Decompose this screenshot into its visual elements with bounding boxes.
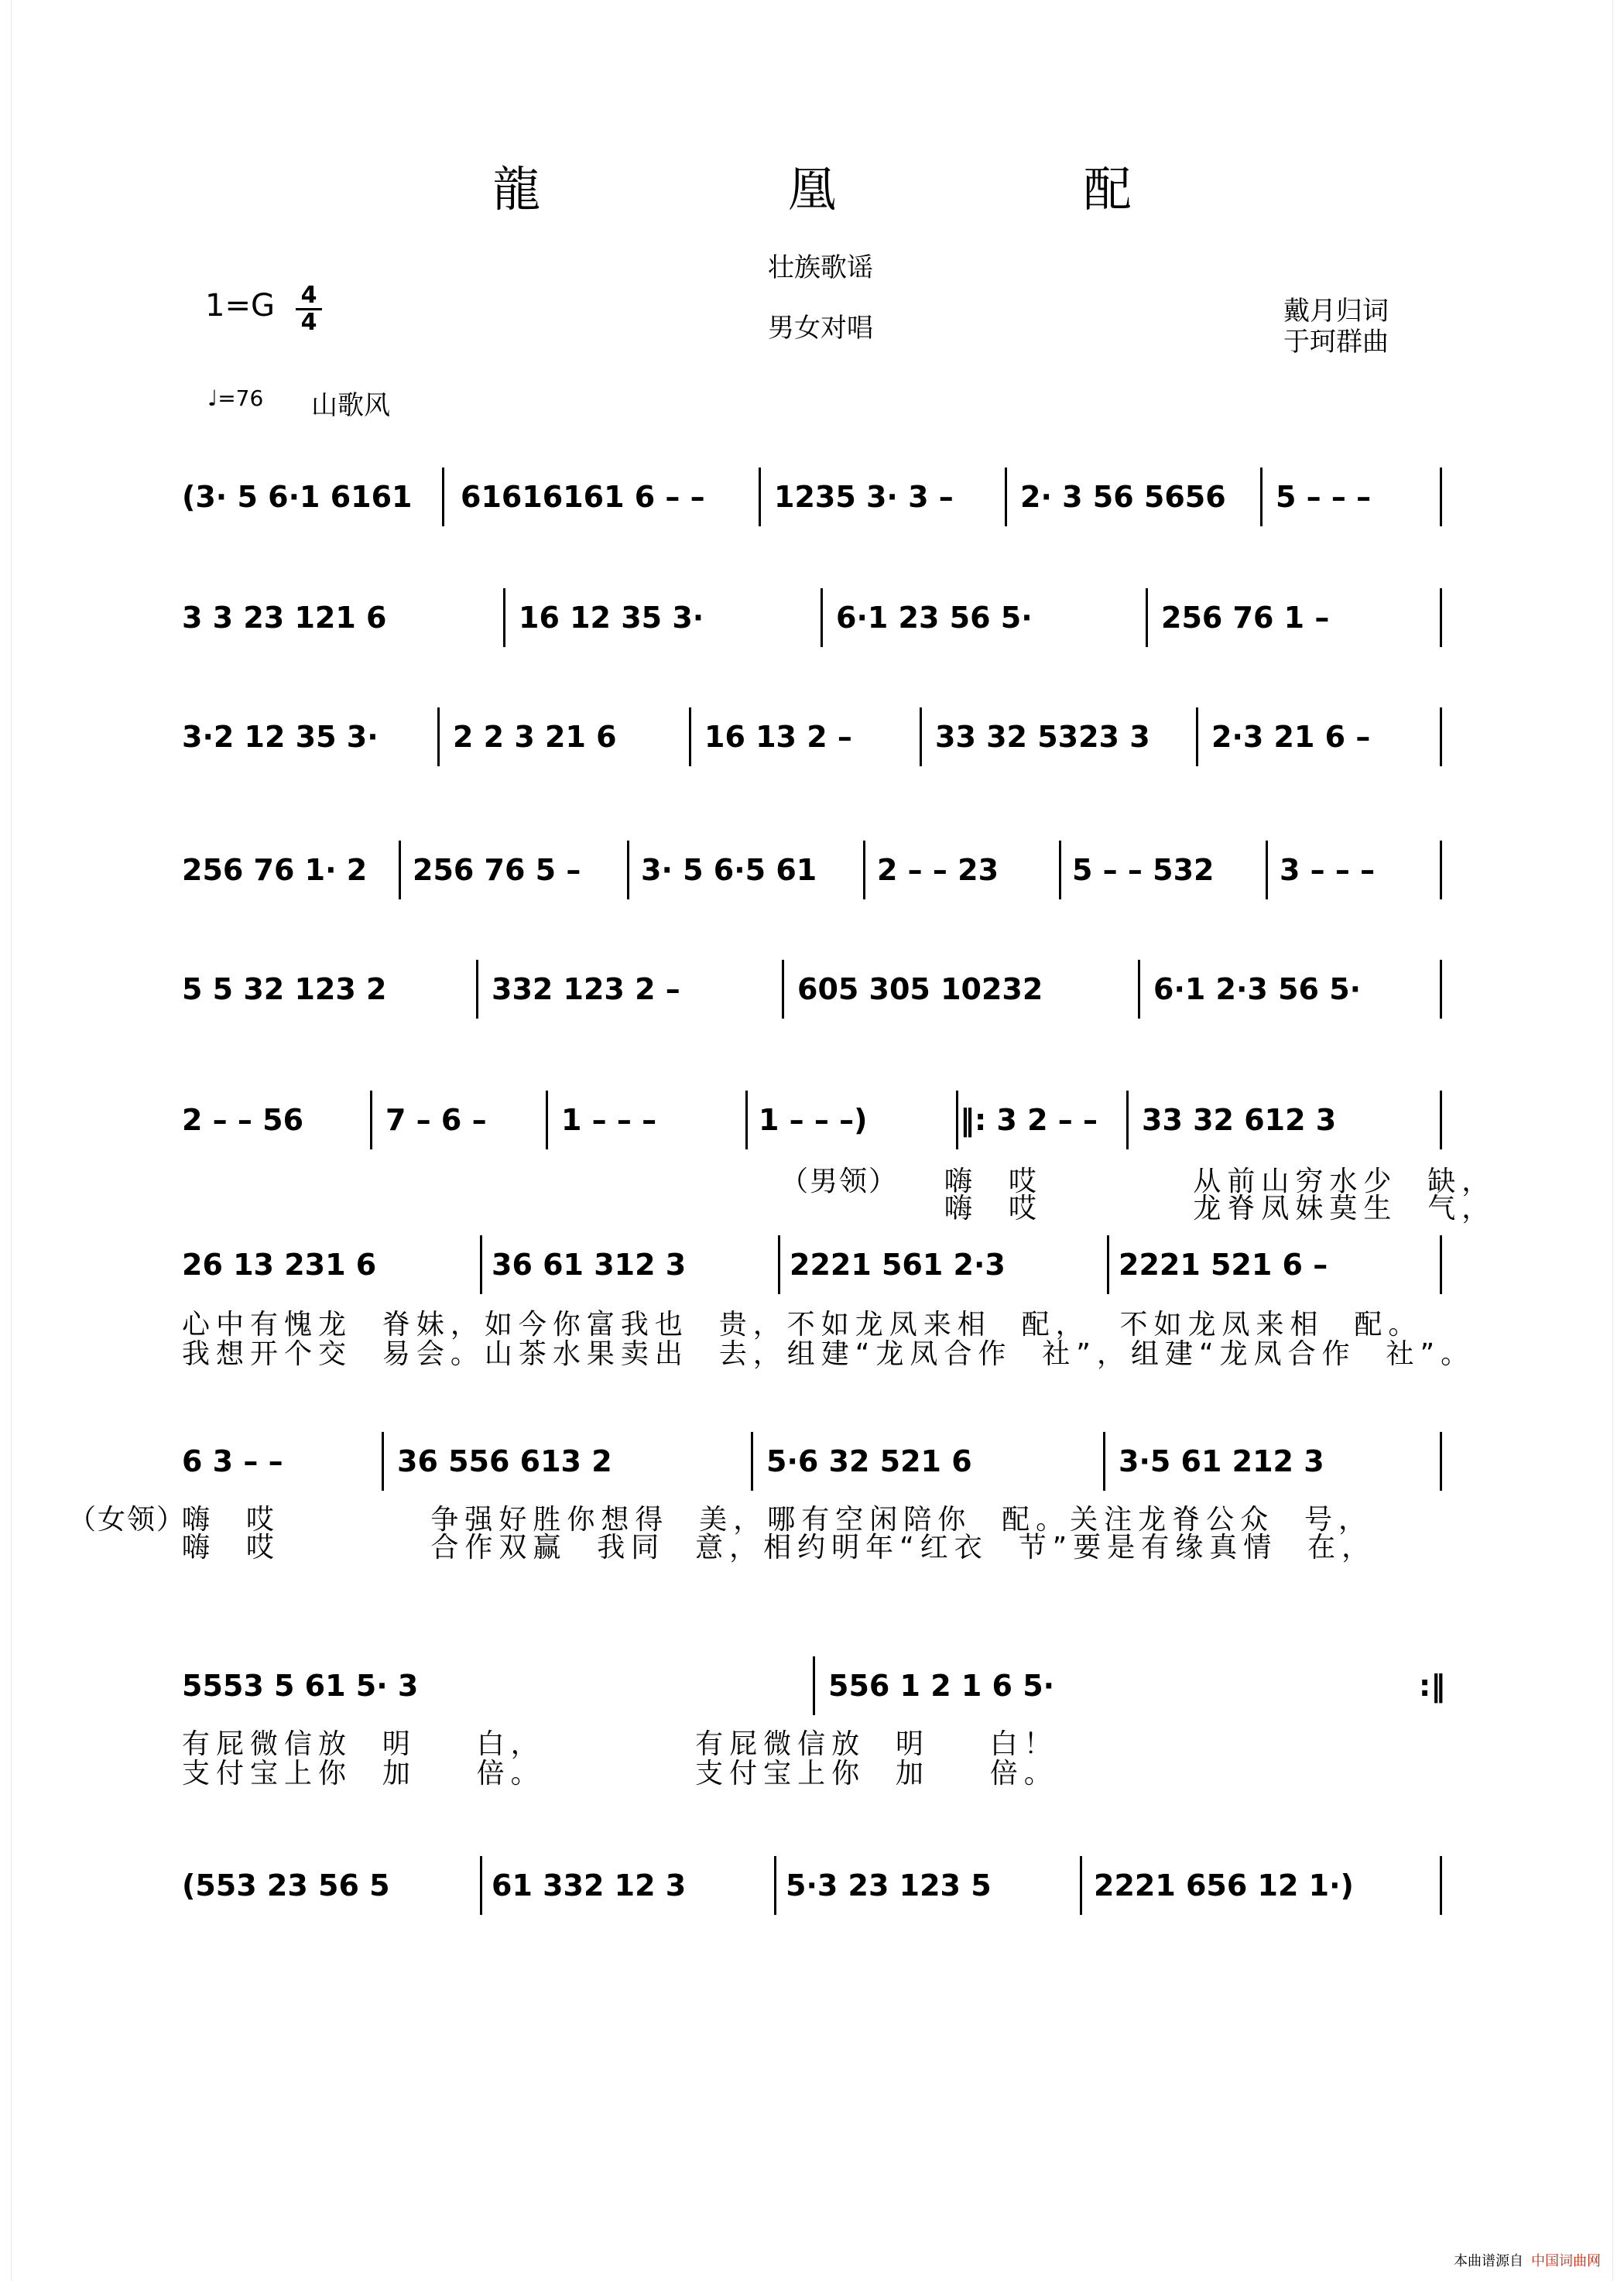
barline <box>1260 468 1263 526</box>
time-signature <box>296 283 322 335</box>
measure: 26 13 231 6 <box>182 1248 377 1282</box>
score-title: 龍 凰 配 <box>492 161 1248 217</box>
notation-row-9 <box>182 1663 1451 1709</box>
barline <box>813 1656 815 1715</box>
barline <box>1440 468 1442 526</box>
lyrics-line: 嗨 哎 合作双赢 我同 意，相约明年“红衣 节”要是有缘真情 在， <box>182 1532 1376 1563</box>
barline <box>546 1091 548 1149</box>
right-margin-strip <box>1612 0 1624 2281</box>
measure: 36 556 613 2 <box>397 1444 612 1478</box>
barline <box>1059 841 1061 899</box>
composer: 于珂群曲 <box>1283 327 1389 358</box>
barline <box>1440 960 1442 1019</box>
barline <box>1196 707 1198 766</box>
source-footer <box>1454 2250 1601 2270</box>
repeat-end: :‖ <box>1419 1669 1446 1703</box>
measure: 61 332 12 3 <box>492 1868 687 1903</box>
lyrics-line: 我想开个交 易会。山茶水果卖出 去，组建“龙凤合作 社”，组建“龙凤合作 社”。 <box>182 1338 1475 1370</box>
barline <box>1103 1432 1105 1491</box>
measure: 605 305 10232 <box>797 972 1043 1006</box>
barline <box>759 468 761 526</box>
repeat-start: ‖: 3 2 – – <box>960 1103 1098 1137</box>
measure: (3· 5 6·1 6161 <box>182 480 413 514</box>
performance-label: 男女对唱 <box>768 313 873 344</box>
measure: 7 – 6 – <box>385 1103 487 1137</box>
barline <box>1440 1091 1442 1149</box>
barline <box>821 588 823 647</box>
lyrics-part-label-female: （女领） <box>68 1504 187 1536</box>
measure: 36 61 312 3 <box>492 1248 687 1282</box>
time-signature-bottom: 4 <box>296 308 322 335</box>
measure: 2 – – 23 <box>877 853 999 887</box>
measure: 3 – – – <box>1280 853 1376 887</box>
barline <box>1440 841 1442 899</box>
barline <box>782 960 784 1019</box>
notation-row-8 <box>182 1438 1451 1485</box>
measure: 2 2 3 21 6 <box>453 720 617 754</box>
measure: 2221 656 12 1·) <box>1094 1868 1354 1903</box>
lyrics-line: 支付宝上你 加 倍。 支付宝上你 加 倍。 <box>182 1758 1058 1790</box>
measure: 16 13 2 – <box>704 720 852 754</box>
footer-label: 本曲谱源自 <box>1454 2253 1523 2269</box>
measure: 5 – – 532 <box>1072 853 1215 887</box>
footer-site-link[interactable]: 中国词曲网 <box>1531 2253 1601 2269</box>
measure: 5553 5 61 5· 3 <box>182 1669 419 1703</box>
measure: 2221 561 2·3 <box>790 1248 1006 1282</box>
measure: 6·1 2·3 56 5· <box>1153 972 1362 1006</box>
barline <box>774 1856 776 1915</box>
measure: 1 – – – <box>561 1103 657 1137</box>
lyrics-part-label-male: （男领） <box>780 1166 899 1197</box>
style-marking: 山歌风 <box>311 390 390 421</box>
barline <box>1126 1091 1129 1149</box>
barline <box>1138 960 1140 1019</box>
barline <box>370 1091 372 1149</box>
barline <box>382 1432 384 1491</box>
barline <box>778 1235 780 1294</box>
lyrics-line: 嗨 哎 争强好胜你想得 美，哪有空闲陪你 配。关注龙脊公众 号， <box>182 1504 1372 1536</box>
notation-row-5 <box>182 966 1451 1012</box>
measure: 33 32 612 3 <box>1142 1103 1337 1137</box>
measure: 3 3 23 121 6 <box>182 601 387 635</box>
measure: 5 – – – <box>1276 480 1372 514</box>
barline <box>1107 1235 1109 1294</box>
lyrics-line: 心中有愧龙 脊妹，如今你富我也 贵，不如龙凤来相 配， 不如龙凤来相 配。 <box>182 1309 1423 1341</box>
measure: 256 76 1 – <box>1161 601 1330 635</box>
barline <box>476 960 478 1019</box>
barline <box>503 588 505 647</box>
measure: 256 76 1· 2 <box>182 853 368 887</box>
measure: 5·3 23 123 5 <box>786 1868 992 1903</box>
measure: 16 12 35 3· <box>519 601 704 635</box>
key-signature: 1=G <box>205 288 275 324</box>
measure: 3·5 61 212 3 <box>1119 1444 1324 1478</box>
measure: 61616161 6 – – <box>461 480 705 514</box>
credits <box>1283 296 1389 358</box>
measure: 2 – – 56 <box>182 1103 304 1137</box>
measure: 2· 3 56 5656 <box>1020 480 1226 514</box>
measure: 2221 521 6 – <box>1119 1248 1328 1282</box>
barline <box>689 707 691 766</box>
measure: 6 3 – – <box>182 1444 283 1478</box>
barline <box>1440 1856 1442 1915</box>
notation-row-10 <box>182 1862 1451 1909</box>
barline <box>751 1432 753 1491</box>
barline <box>1440 1235 1442 1294</box>
barline <box>1440 1432 1442 1491</box>
left-margin-strip <box>0 0 12 2281</box>
barline <box>627 841 629 899</box>
measure: 1 – – –) <box>759 1103 868 1137</box>
measure: 332 123 2 – <box>492 972 680 1006</box>
measure: 1235 3· 3 – <box>774 480 954 514</box>
lyricist: 戴月归词 <box>1283 296 1389 327</box>
measure: 256 76 5 – <box>413 853 581 887</box>
barline <box>956 1091 958 1149</box>
genre-label: 壮族歌谣 <box>768 252 873 283</box>
notation-row-2 <box>182 594 1451 641</box>
measure: 2·3 21 6 – <box>1211 720 1371 754</box>
barline <box>1440 707 1442 766</box>
lyrics-line: 嗨 哎 从前山穷水少 缺， <box>944 1166 1496 1197</box>
measure: 3· 5 6·5 61 <box>641 853 817 887</box>
barline <box>1146 588 1148 647</box>
measure: 5·6 32 521 6 <box>766 1444 972 1478</box>
notation-row-4 <box>182 847 1451 893</box>
barline <box>480 1856 482 1915</box>
barline <box>1266 841 1268 899</box>
barline <box>1080 1856 1082 1915</box>
measure: 5 5 32 123 2 <box>182 972 387 1006</box>
barline <box>1005 468 1007 526</box>
barline <box>442 468 444 526</box>
notation-row-1 <box>182 474 1451 520</box>
notation-row-6 <box>182 1097 1451 1143</box>
measure: 3·2 12 35 3· <box>182 720 379 754</box>
measure: 6·1 23 56 5· <box>836 601 1033 635</box>
notation-row-7 <box>182 1242 1451 1288</box>
barline <box>863 841 865 899</box>
measure: 33 32 5323 3 <box>935 720 1150 754</box>
lyrics-line: 有屁微信放 明 白， 有屁微信放 明 白！ <box>182 1728 1058 1760</box>
measure: (553 23 56 5 <box>182 1868 390 1903</box>
barline <box>480 1235 482 1294</box>
notation-row-3 <box>182 714 1451 760</box>
barline <box>1440 588 1442 647</box>
barline <box>920 707 922 766</box>
time-signature-top: 4 <box>300 282 317 309</box>
tempo-marking: ♩=76 <box>207 385 264 411</box>
lyrics-line: 嗨 哎 龙脊凤妹莫生 气， <box>944 1193 1496 1224</box>
barline <box>399 841 401 899</box>
measure: 556 1 2 1 6 5· <box>828 1669 1055 1703</box>
barline <box>437 707 440 766</box>
barline <box>745 1091 748 1149</box>
